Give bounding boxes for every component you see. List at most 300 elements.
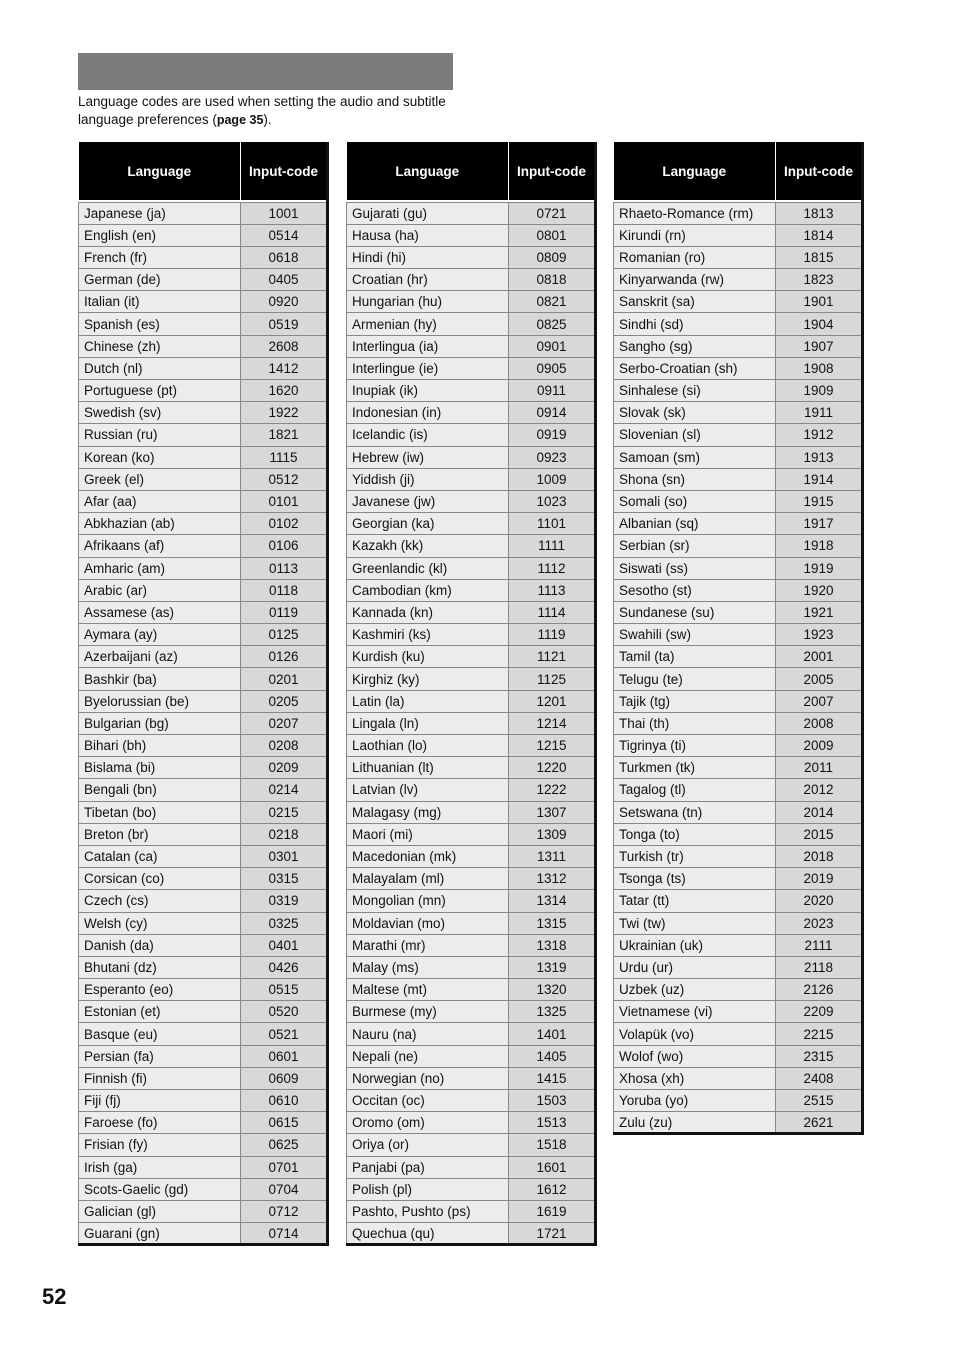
table-row [614, 757, 863, 779]
language-name: Persian (fa) [79, 1045, 241, 1067]
table-row [79, 313, 328, 335]
language-name: Siswati (ss) [614, 557, 776, 579]
input-code: 1503 [509, 1090, 596, 1112]
input-code: 1821 [241, 424, 328, 446]
language-name: Yiddish (ji) [347, 468, 509, 490]
language-name: Tigrinya (ti) [614, 735, 776, 757]
table-row [79, 1067, 328, 1089]
language-name: Uzbek (uz) [614, 979, 776, 1001]
table-row [347, 823, 596, 845]
table-row [79, 801, 328, 823]
table-row [79, 402, 328, 424]
input-code: 0914 [509, 402, 596, 424]
input-code: 2005 [776, 668, 863, 690]
language-name: Tibetan (bo) [79, 801, 241, 823]
table-row [347, 1200, 596, 1222]
table-row [79, 890, 328, 912]
input-code: 2007 [776, 690, 863, 712]
language-name: Azerbaijani (az) [79, 646, 241, 668]
language-name: Norwegian (no) [347, 1067, 509, 1089]
table-row [347, 1023, 596, 1045]
language-name: Oriya (or) [347, 1134, 509, 1156]
input-code: 0519 [241, 313, 328, 335]
table-row [79, 712, 328, 734]
input-code: 0615 [241, 1112, 328, 1134]
section-title-bar [78, 53, 453, 90]
table-row [614, 579, 863, 601]
input-code: 1918 [776, 535, 863, 557]
language-name: Malay (ms) [347, 956, 509, 978]
input-code: 0701 [241, 1156, 328, 1178]
table-row [79, 424, 328, 446]
table-row [79, 868, 328, 890]
table-row [79, 601, 328, 623]
table-row [614, 424, 863, 446]
table-row [79, 1223, 328, 1245]
language-name: Urdu (ur) [614, 956, 776, 978]
table-row [79, 446, 328, 468]
table-row [614, 646, 863, 668]
language-name: Burmese (my) [347, 1001, 509, 1023]
table-row [79, 1200, 328, 1222]
language-name: Zulu (zu) [614, 1112, 776, 1134]
language-name: Aymara (ay) [79, 624, 241, 646]
input-code: 2023 [776, 912, 863, 934]
input-code: 0102 [241, 513, 328, 535]
language-name: Interlingue (ie) [347, 357, 509, 379]
intro-text-after: ). [263, 112, 272, 127]
input-code: 0610 [241, 1090, 328, 1112]
input-code: 1320 [509, 979, 596, 1001]
input-code: 1908 [776, 357, 863, 379]
table-row [614, 624, 863, 646]
language-name: Georgian (ka) [347, 513, 509, 535]
table-row [79, 979, 328, 1001]
language-name: Swahili (sw) [614, 624, 776, 646]
page-reference[interactable]: page 35 [216, 113, 264, 127]
input-code: 0301 [241, 845, 328, 867]
table-row [614, 446, 863, 468]
table-row [614, 690, 863, 712]
input-code: 0205 [241, 690, 328, 712]
language-name: Serbian (sr) [614, 535, 776, 557]
language-name: Bislama (bi) [79, 757, 241, 779]
input-code: 1311 [509, 845, 596, 867]
input-code: 0325 [241, 912, 328, 934]
table-row [79, 490, 328, 512]
input-code: 0920 [241, 291, 328, 313]
table-row [614, 890, 863, 912]
language-name: Kurdish (ku) [347, 646, 509, 668]
input-code: 2315 [776, 1045, 863, 1067]
input-code: 0901 [509, 335, 596, 357]
table-row [79, 1156, 328, 1178]
language-name: Lithuanian (lt) [347, 757, 509, 779]
input-code: 1119 [509, 624, 596, 646]
intro-text [78, 93, 498, 129]
input-code: 2215 [776, 1023, 863, 1045]
table-row [347, 402, 596, 424]
table-row [614, 934, 863, 956]
table-row [347, 380, 596, 402]
page-number: 52 [42, 1284, 67, 1309]
input-code: 1319 [509, 956, 596, 978]
input-code: 1823 [776, 269, 863, 291]
input-code: 1214 [509, 712, 596, 734]
input-code: 1215 [509, 735, 596, 757]
language-name: Portuguese (pt) [79, 380, 241, 402]
language-name: Icelandic (is) [347, 424, 509, 446]
input-code: 0520 [241, 1001, 328, 1023]
language-name: Marathi (mr) [347, 934, 509, 956]
table-row [79, 513, 328, 535]
table-row [79, 224, 328, 246]
table-row [347, 1134, 596, 1156]
language-name: Javanese (jw) [347, 490, 509, 512]
language-code-table-2 [346, 142, 597, 1246]
language-name: Tagalog (tl) [614, 779, 776, 801]
language-name: Setswana (tn) [614, 801, 776, 823]
input-code: 1917 [776, 513, 863, 535]
table-row [79, 845, 328, 867]
input-code: 1009 [509, 468, 596, 490]
language-name: Sangho (sg) [614, 335, 776, 357]
table-row [347, 845, 596, 867]
table-row [347, 712, 596, 734]
table-row [614, 468, 863, 490]
table-row [614, 291, 863, 313]
language-name: Croatian (hr) [347, 269, 509, 291]
table-row [614, 668, 863, 690]
table-row [79, 934, 328, 956]
language-name: Tatar (tt) [614, 890, 776, 912]
input-code: 1115 [241, 446, 328, 468]
input-code: 0923 [509, 446, 596, 468]
input-code: 1309 [509, 823, 596, 845]
input-code: 1913 [776, 446, 863, 468]
table-row [347, 579, 596, 601]
table-row [79, 1023, 328, 1045]
input-code: 1121 [509, 646, 596, 668]
input-code: 1813 [776, 202, 863, 224]
table-row [614, 1023, 863, 1045]
table-row [347, 490, 596, 512]
language-name: Bashkir (ba) [79, 668, 241, 690]
language-name: Tsonga (ts) [614, 868, 776, 890]
input-code: 2111 [776, 934, 863, 956]
table-row [79, 646, 328, 668]
table-row [79, 1045, 328, 1067]
input-code: 1915 [776, 490, 863, 512]
table-row [79, 668, 328, 690]
input-code: 0118 [241, 579, 328, 601]
language-name: Swedish (sv) [79, 402, 241, 424]
table-row [347, 868, 596, 890]
language-name: Assamese (as) [79, 601, 241, 623]
table-row [347, 513, 596, 535]
language-name: Malayalam (ml) [347, 868, 509, 890]
input-code: 1001 [241, 202, 328, 224]
table-row [614, 912, 863, 934]
table-row [79, 269, 328, 291]
table-row [614, 335, 863, 357]
input-code: 0618 [241, 246, 328, 268]
input-code: 0818 [509, 269, 596, 291]
language-name: Slovak (sk) [614, 402, 776, 424]
table-row [347, 291, 596, 313]
input-code: 1101 [509, 513, 596, 535]
language-name: Fiji (fj) [79, 1090, 241, 1112]
input-code: 0609 [241, 1067, 328, 1089]
language-name: Abkhazian (ab) [79, 513, 241, 535]
table-row [614, 779, 863, 801]
table-row [347, 646, 596, 668]
language-name: Serbo-Croatian (sh) [614, 357, 776, 379]
language-name: Wolof (wo) [614, 1045, 776, 1067]
language-name: Albanian (sq) [614, 513, 776, 535]
language-name: Latin (la) [347, 690, 509, 712]
input-code: 0825 [509, 313, 596, 335]
language-name: Somali (so) [614, 490, 776, 512]
input-code: 0106 [241, 535, 328, 557]
header-input-code: Input-code [241, 142, 328, 200]
language-name: Czech (cs) [79, 890, 241, 912]
input-code: 0512 [241, 468, 328, 490]
language-name: Sanskrit (sa) [614, 291, 776, 313]
language-name: Amharic (am) [79, 557, 241, 579]
input-code: 1909 [776, 380, 863, 402]
table-row [347, 446, 596, 468]
input-code: 1412 [241, 357, 328, 379]
language-name: Rhaeto-Romance (rm) [614, 202, 776, 224]
language-name: Sindhi (sd) [614, 313, 776, 335]
language-name: Maltese (mt) [347, 979, 509, 1001]
input-code: 0905 [509, 357, 596, 379]
header-input-code: Input-code [509, 142, 596, 200]
table-row [614, 313, 863, 335]
language-name: Guarani (gn) [79, 1223, 241, 1245]
input-code: 1201 [509, 690, 596, 712]
language-name: Interlingua (ia) [347, 335, 509, 357]
table-row [614, 513, 863, 535]
input-code: 2126 [776, 979, 863, 1001]
language-name: Turkmen (tk) [614, 757, 776, 779]
language-name: Kashmiri (ks) [347, 624, 509, 646]
table-row [614, 1090, 863, 1112]
input-code: 2014 [776, 801, 863, 823]
language-name: Macedonian (mk) [347, 845, 509, 867]
input-code: 0126 [241, 646, 328, 668]
input-code: 1113 [509, 579, 596, 601]
language-name: Telugu (te) [614, 668, 776, 690]
table-row [614, 490, 863, 512]
table-row [614, 801, 863, 823]
input-code: 1405 [509, 1045, 596, 1067]
input-code: 1912 [776, 424, 863, 446]
language-name: Hindi (hi) [347, 246, 509, 268]
table-row [79, 779, 328, 801]
table-row [79, 823, 328, 845]
table-row [79, 335, 328, 357]
table-row [614, 535, 863, 557]
input-code: 1023 [509, 490, 596, 512]
table-row [79, 912, 328, 934]
table-row [347, 357, 596, 379]
input-code: 2608 [241, 335, 328, 357]
language-name: Bihari (bh) [79, 735, 241, 757]
language-name: Samoan (sm) [614, 446, 776, 468]
language-name: Kinyarwanda (rw) [614, 269, 776, 291]
input-code: 1815 [776, 246, 863, 268]
input-code: 2515 [776, 1090, 863, 1112]
language-name: Welsh (cy) [79, 912, 241, 934]
input-code: 2020 [776, 890, 863, 912]
table-row [79, 1134, 328, 1156]
input-code: 0721 [509, 202, 596, 224]
language-name: Kannada (kn) [347, 601, 509, 623]
language-name: Shona (sn) [614, 468, 776, 490]
language-name: Japanese (ja) [79, 202, 241, 224]
input-code: 1721 [509, 1223, 596, 1245]
input-code: 0809 [509, 246, 596, 268]
table-row [79, 357, 328, 379]
input-code: 0821 [509, 291, 596, 313]
language-name: Bulgarian (bg) [79, 712, 241, 734]
table-row [614, 357, 863, 379]
table-row [614, 202, 863, 224]
input-code: 0125 [241, 624, 328, 646]
table-row [614, 1045, 863, 1067]
language-name: Cambodian (km) [347, 579, 509, 601]
language-name: Latvian (lv) [347, 779, 509, 801]
input-code: 1111 [509, 535, 596, 557]
table-row [347, 956, 596, 978]
input-code: 1914 [776, 468, 863, 490]
language-name: Vietnamese (vi) [614, 1001, 776, 1023]
language-name: Inupiak (ik) [347, 380, 509, 402]
language-name: Xhosa (xh) [614, 1067, 776, 1089]
language-name: Estonian (et) [79, 1001, 241, 1023]
language-name: Italian (it) [79, 291, 241, 313]
table-row [614, 845, 863, 867]
language-name: Spanish (es) [79, 313, 241, 335]
table-row [347, 690, 596, 712]
input-code: 0319 [241, 890, 328, 912]
language-name: Tonga (to) [614, 823, 776, 845]
input-code: 0405 [241, 269, 328, 291]
language-name: Catalan (ca) [79, 845, 241, 867]
language-name: Galician (gl) [79, 1200, 241, 1222]
input-code: 0218 [241, 823, 328, 845]
input-code: 1518 [509, 1134, 596, 1156]
table-row [614, 557, 863, 579]
language-code-table-3 [613, 142, 864, 1135]
language-name: Volapük (vo) [614, 1023, 776, 1045]
input-code: 0119 [241, 601, 328, 623]
table-row [347, 1090, 596, 1112]
input-code: 1619 [509, 1200, 596, 1222]
language-name: Sundanese (su) [614, 601, 776, 623]
input-code: 0919 [509, 424, 596, 446]
input-code: 0801 [509, 224, 596, 246]
input-code: 1315 [509, 912, 596, 934]
input-code: 1318 [509, 934, 596, 956]
language-name: Slovenian (sl) [614, 424, 776, 446]
language-code-table-1 [78, 142, 329, 1246]
language-name: Twi (tw) [614, 912, 776, 934]
input-code: 0521 [241, 1023, 328, 1045]
input-code: 1312 [509, 868, 596, 890]
table-row [347, 1178, 596, 1200]
language-name: Hausa (ha) [347, 224, 509, 246]
input-code: 0426 [241, 956, 328, 978]
language-name: Mongolian (mn) [347, 890, 509, 912]
language-name: Tamil (ta) [614, 646, 776, 668]
language-name: Esperanto (eo) [79, 979, 241, 1001]
language-name: Hungarian (hu) [347, 291, 509, 313]
table-row [347, 269, 596, 291]
language-name: Basque (eu) [79, 1023, 241, 1045]
table-row [614, 601, 863, 623]
language-name: Lingala (ln) [347, 712, 509, 734]
input-code: 0207 [241, 712, 328, 734]
table-row [347, 735, 596, 757]
table-row [614, 868, 863, 890]
header-language: Language [347, 142, 509, 200]
input-code: 1919 [776, 557, 863, 579]
language-name: Kirghiz (ky) [347, 668, 509, 690]
table-row [79, 246, 328, 268]
language-name: Turkish (tr) [614, 845, 776, 867]
input-code: 2018 [776, 845, 863, 867]
table-row [79, 557, 328, 579]
language-name: Hebrew (iw) [347, 446, 509, 468]
input-code: 0113 [241, 557, 328, 579]
input-code: 1415 [509, 1067, 596, 1089]
input-code: 0214 [241, 779, 328, 801]
input-code: 1904 [776, 313, 863, 335]
header-input-code: Input-code [776, 142, 863, 200]
input-code: 2209 [776, 1001, 863, 1023]
language-name: Faroese (fo) [79, 1112, 241, 1134]
input-code: 1325 [509, 1001, 596, 1023]
language-name: Oromo (om) [347, 1112, 509, 1134]
table-row [79, 624, 328, 646]
table-row [79, 535, 328, 557]
table-row [347, 1067, 596, 1089]
input-code: 1222 [509, 779, 596, 801]
language-name: Armenian (hy) [347, 313, 509, 335]
input-code: 0704 [241, 1178, 328, 1200]
language-name: Occitan (oc) [347, 1090, 509, 1112]
language-name: Malagasy (mg) [347, 801, 509, 823]
table-row [347, 202, 596, 224]
language-name: Breton (br) [79, 823, 241, 845]
language-name: Sesotho (st) [614, 579, 776, 601]
language-name: German (de) [79, 269, 241, 291]
table-row [347, 912, 596, 934]
input-code: 1620 [241, 380, 328, 402]
table-row [347, 246, 596, 268]
table-row [347, 801, 596, 823]
language-name: Dutch (nl) [79, 357, 241, 379]
input-code: 0209 [241, 757, 328, 779]
table-row [347, 1001, 596, 1023]
input-code: 0911 [509, 380, 596, 402]
input-code: 2008 [776, 712, 863, 734]
language-name: Chinese (zh) [79, 335, 241, 357]
table-row [347, 979, 596, 1001]
